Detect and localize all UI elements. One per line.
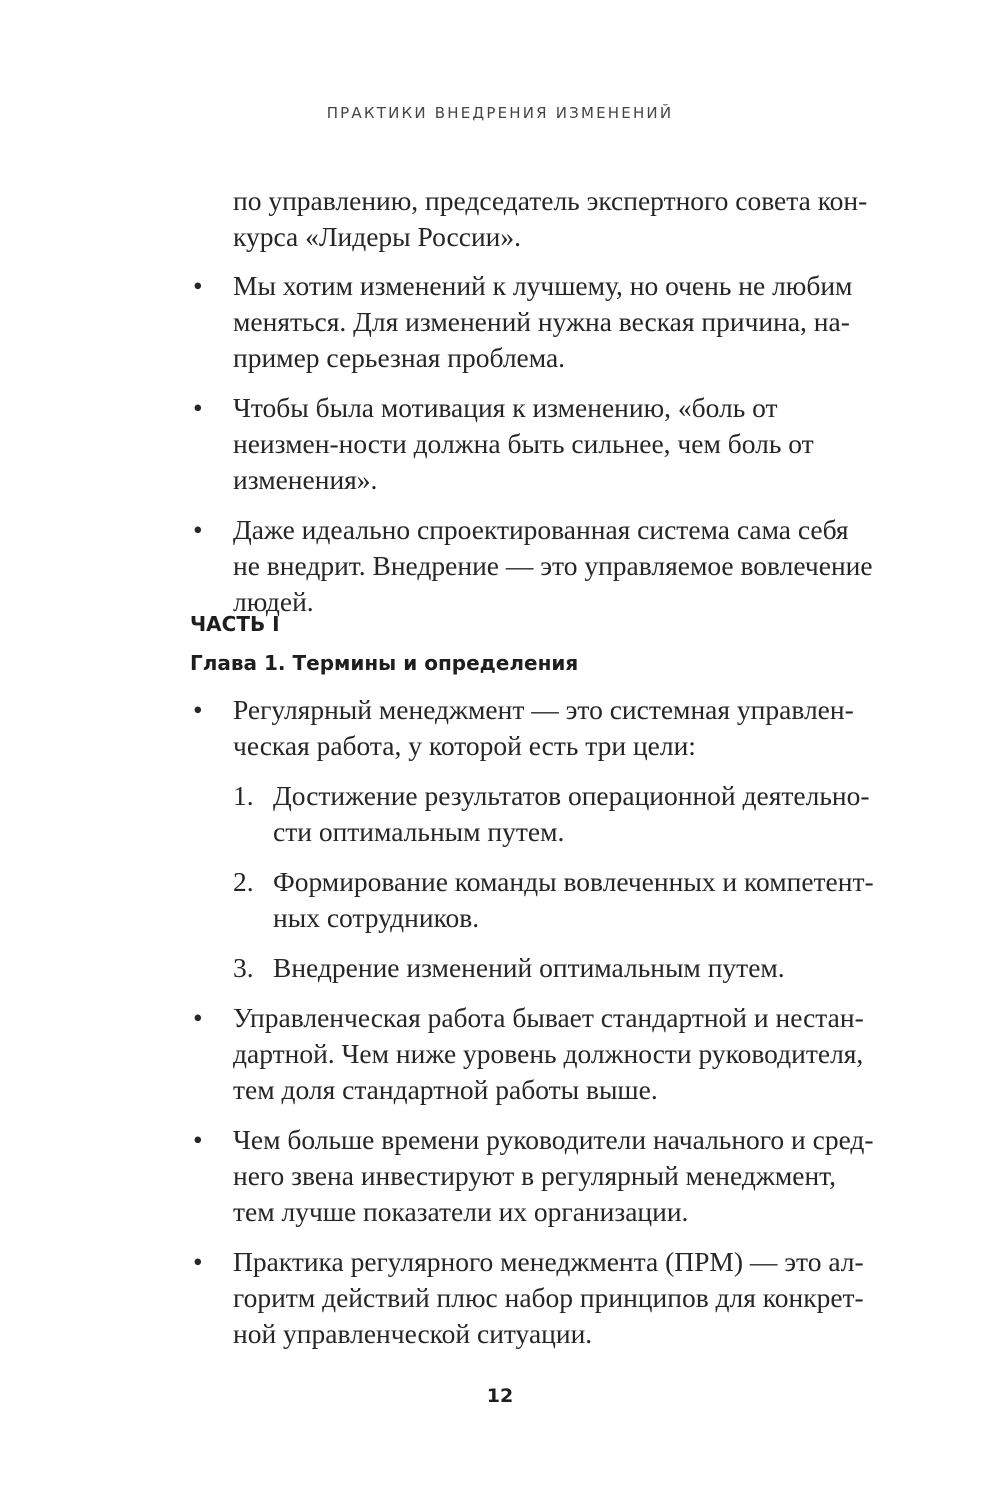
list-item-text: Мы хотим изменений к лучшему, но очень не любим меняться. Для изменений нужна веская причина, на-пример серьезная проблема. [233, 270, 853, 373]
list-item [190, 1000, 875, 1108]
chapter-bullet-list [190, 692, 875, 1366]
list-item [190, 1122, 875, 1230]
running-head: ПРАКТИКИ ВНЕДРЕНИЯ ИЗМЕНЕНИЙ [326, 104, 674, 122]
intro-continuation: по управлению, председатель экспертного совета кон-курса «Лидеры России». [233, 185, 868, 252]
numbered-item [233, 864, 875, 936]
bullet-icon: • [193, 694, 203, 725]
numbered-item-text: Достижение результатов операционной деятельно-сти оптимальным путем. [273, 780, 870, 847]
bullet-icon: • [193, 392, 203, 423]
numbered-item-text: Внедрение изменений оптимальным путем. [273, 952, 785, 983]
goals-numbered-list [233, 778, 875, 986]
page-number: 12 [486, 1385, 514, 1407]
list-item [190, 692, 875, 986]
top-bullet-list [190, 268, 875, 634]
list-item-text: Даже идеально спроектированная система сама себя не внедрит. Внедрение — это управляемое вовлечение людей. [233, 514, 873, 617]
numbered-item [233, 778, 875, 850]
item-number: 1. [233, 780, 254, 811]
chapter-heading: Глава 1. Термины и определения [190, 651, 579, 675]
list-item-text: Управленческая работа бывает стандартной и нестан-дартной. Чем ниже уровень должности руководителя, тем доля стандартной работы выше. [233, 1002, 864, 1105]
bullet-icon: • [193, 1124, 203, 1155]
list-item [190, 390, 875, 498]
numbered-item [233, 950, 875, 986]
bullet-icon: • [193, 1246, 203, 1277]
item-number: 3. [233, 952, 254, 983]
part-heading: ЧАСТЬ I [190, 612, 280, 636]
bullet-icon: • [193, 270, 203, 301]
bullet-icon: • [193, 514, 203, 545]
list-item-text: Чтобы была мотивация к изменению, «боль от неизмен-ности должна быть сильнее, чем боль от изменения». [233, 392, 814, 495]
list-item-text: Практика регулярного менеджмента (ПРМ) — это ал-горитм действий плюс набор принципов для конкрет-ной управленческой ситуации. [233, 1246, 864, 1349]
list-item [190, 512, 875, 620]
list-item-text: Регулярный менеджмент — это системная управлен-ческая работа, у которой есть три цели: [233, 694, 854, 761]
item-number: 2. [233, 866, 254, 897]
bullet-icon: • [193, 1002, 203, 1033]
list-item-text: Чем больше времени руководители начального и сред-него звена инвестируют в регулярный менеджмент, тем лучше показатели их организации. [233, 1124, 874, 1227]
list-item [190, 268, 875, 376]
numbered-item-text: Формирование команды вовлеченных и компетент-ных сотрудников. [273, 866, 874, 933]
list-item [190, 1244, 875, 1352]
